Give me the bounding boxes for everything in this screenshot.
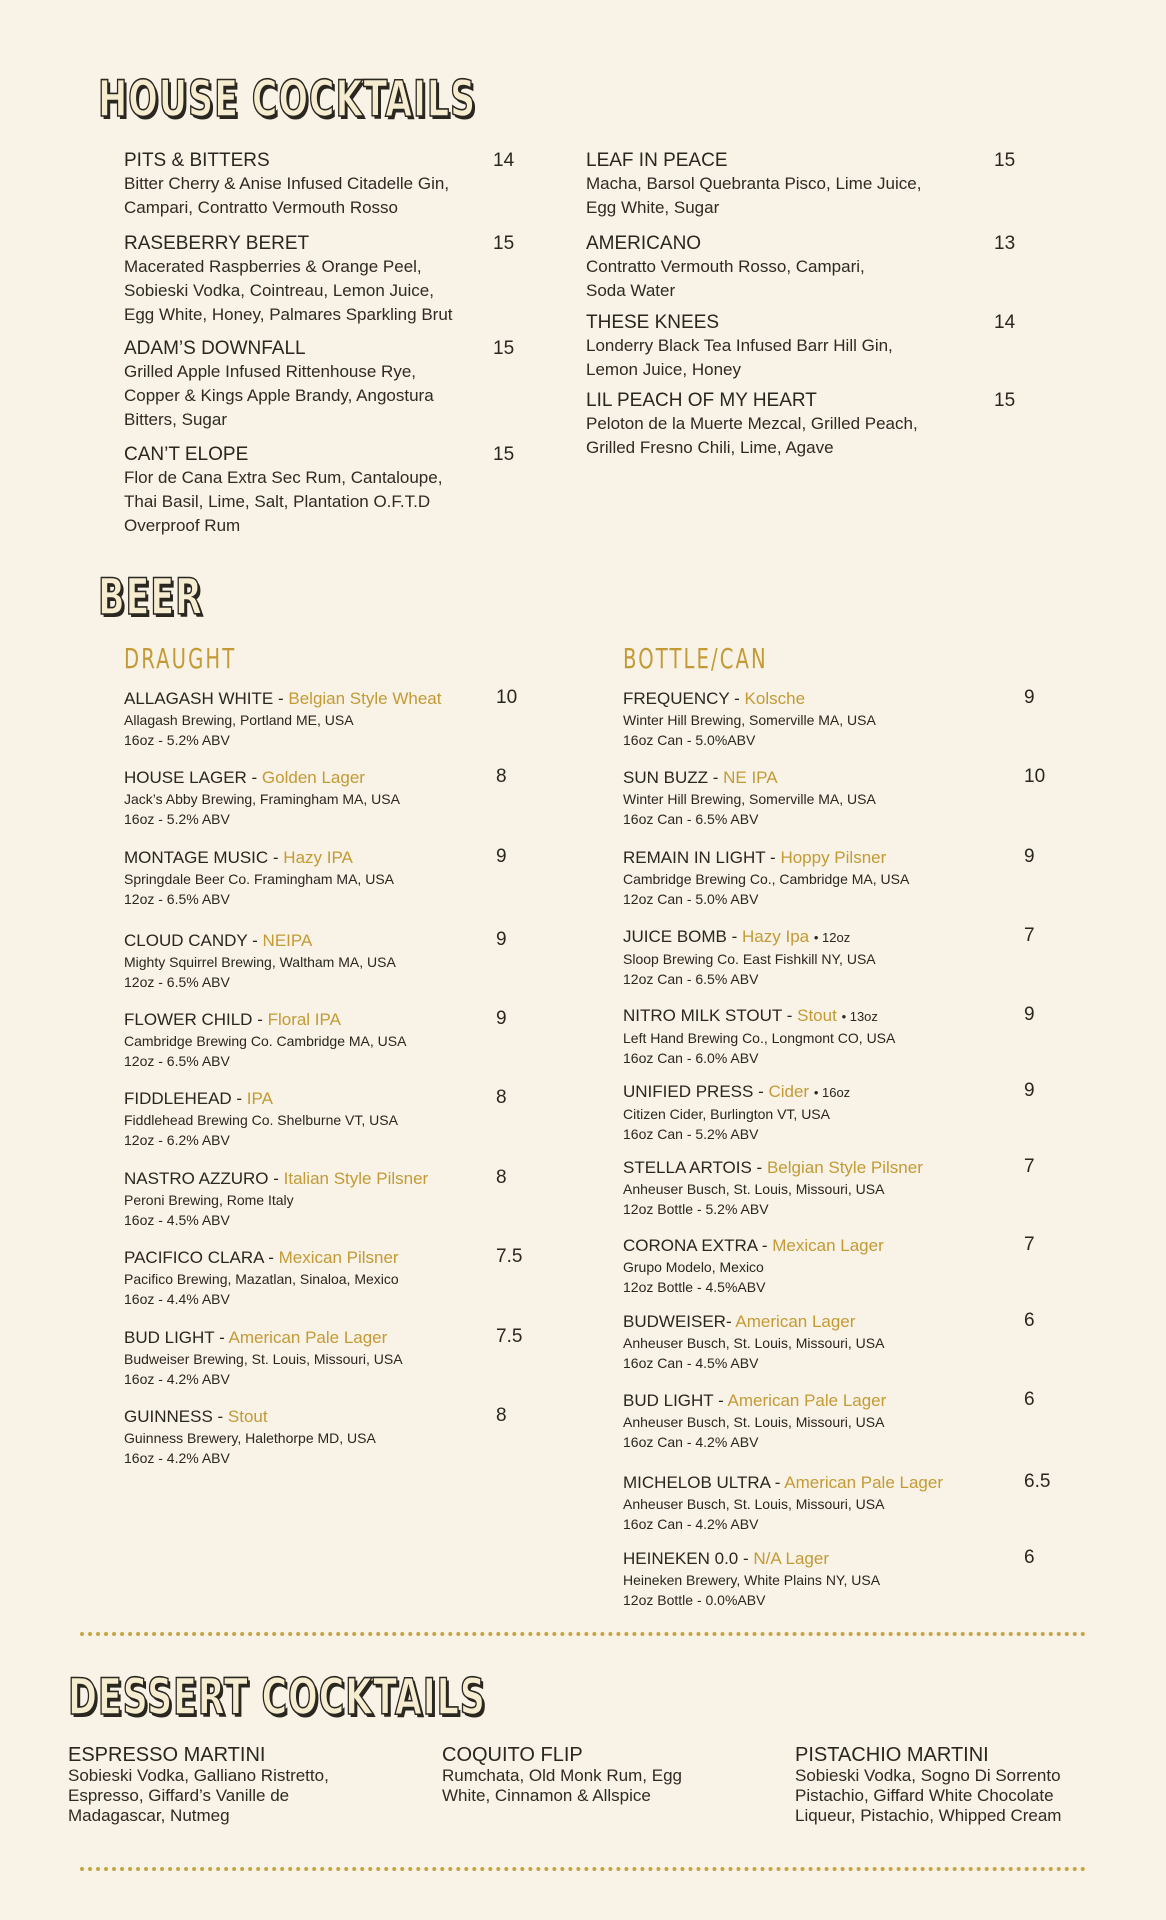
- beer-name: MICHELOB ULTRA: [623, 1473, 771, 1492]
- beer-item: [124, 930, 396, 992]
- beer-name: PACIFICO CLARA: [124, 1248, 264, 1267]
- beer-price: 7.5: [496, 1326, 523, 1347]
- beer-item: [623, 688, 876, 750]
- beer-size: • 16oz: [813, 1085, 851, 1100]
- beer-abv: 12oz - 6.5% ABV: [124, 891, 230, 907]
- beer-name: CLOUD CANDY: [124, 931, 248, 950]
- beer-abv: 16oz Can - 5.0%ABV: [623, 732, 756, 748]
- beer-brewery: Cambridge Brewing Co., Cambridge MA, USA: [623, 871, 910, 887]
- beer-brewery: Heineken Brewery, White Plains NY, USA: [623, 1572, 881, 1588]
- beer-name: GUINNESS: [124, 1407, 213, 1426]
- beer-item: [124, 1247, 399, 1309]
- beer-item: [623, 847, 909, 909]
- beer-item: [623, 1311, 884, 1373]
- beer-style: Hoppy Pilsner: [780, 848, 887, 867]
- cocktail-description-line: Overproof Rum: [124, 516, 241, 535]
- beer-name-line: [623, 1005, 895, 1028]
- beer-style: Kolsche: [744, 689, 806, 708]
- cocktail-item: [124, 444, 442, 538]
- beer-style: Floral IPA: [267, 1010, 341, 1029]
- beer-abv: 16oz - 4.5% ABV: [124, 1212, 230, 1228]
- beer-abv: 12oz - 6.5% ABV: [124, 1053, 230, 1069]
- beer-separator: -: [782, 1006, 798, 1025]
- dessert-item: [68, 1744, 329, 1826]
- beer-separator: -: [263, 1248, 279, 1267]
- beer-abv: 16oz Can - 4.2% ABV: [623, 1434, 759, 1450]
- beer-name: ALLAGASH WHITE: [124, 689, 274, 708]
- beer-item: [124, 1168, 428, 1230]
- beer-brewery: Anheuser Busch, St. Louis, Missouri, USA: [623, 1496, 885, 1512]
- beer-separator: -: [212, 1407, 228, 1426]
- beer-name: FREQUENCY: [623, 689, 730, 708]
- beer-style: Stout: [797, 1006, 837, 1025]
- beer-separator: -: [708, 768, 724, 787]
- beer-style: Italian Style Pilsner: [283, 1169, 429, 1188]
- beer-style: NEIPA: [262, 931, 313, 950]
- beer-price: 9: [1024, 1004, 1035, 1025]
- beer-style: Hazy Ipa: [742, 927, 810, 946]
- beer-name: UNIFIED PRESS: [623, 1082, 754, 1101]
- beer-name: NASTRO AZZURO: [124, 1169, 269, 1188]
- beer-abv: 16oz Can - 5.2% ABV: [623, 1126, 759, 1142]
- beer-brewery: Pacifico Brewing, Mazatlan, Sinaloa, Mexico: [124, 1271, 399, 1287]
- beer-name: CORONA EXTRA: [623, 1236, 758, 1255]
- beer-abv: 16oz - 4.4% ABV: [124, 1291, 230, 1307]
- cocktail-description-line: Peloton de la Muerte Mezcal, Grilled Peach,: [586, 414, 918, 433]
- draught-subtitle: DRAUGHT: [124, 642, 237, 675]
- beer-name: FIDDLEHEAD: [124, 1089, 232, 1108]
- cocktail-item: [586, 312, 893, 382]
- beer-item: [124, 1088, 398, 1150]
- beer-abv: 16oz Can - 4.2% ABV: [623, 1516, 759, 1532]
- dessert-description-line: Liqueur, Pistachio, Whipped Cream: [795, 1806, 1062, 1825]
- cocktail-description-line: Bitter Cherry & Anise Infused Citadelle Gin,: [124, 174, 450, 193]
- cocktail-item: [124, 150, 449, 220]
- beer-price: 6: [1024, 1389, 1035, 1410]
- beer-abv: 16oz - 4.2% ABV: [124, 1450, 230, 1466]
- beer-abv: 12oz - 6.5% ABV: [124, 974, 230, 990]
- beer-name: NITRO MILK STOUT: [623, 1006, 783, 1025]
- dessert-name: PISTACHIO MARTINI: [795, 1744, 989, 1766]
- cocktail-name: LEAF IN PEACE: [586, 150, 728, 171]
- dessert-description-line: White, Cinnamon & Allspice: [442, 1786, 651, 1805]
- beer-item: [623, 1005, 895, 1068]
- cocktail-name: THESE KNEES: [586, 312, 720, 333]
- beer-separator: -: [268, 1169, 284, 1188]
- cocktail-description-line: Campari, Contratto Vermouth Rosso: [124, 198, 399, 217]
- beer-name-line: [623, 688, 876, 710]
- beer-item: [623, 1472, 943, 1534]
- beer-item: [623, 767, 876, 829]
- beer-brewery: Sloop Brewing Co. East Fishkill NY, USA: [623, 951, 876, 967]
- beer-abv: 12oz Bottle - 0.0%ABV: [623, 1592, 766, 1608]
- beer-name-line: [623, 926, 876, 949]
- beer-separator: -: [247, 931, 263, 950]
- beer-separator: -: [713, 1391, 728, 1410]
- beer-separator: -: [268, 848, 284, 867]
- beer-brewery: Cambridge Brewing Co. Cambridge MA, USA: [124, 1033, 407, 1049]
- beer-style: IPA: [246, 1089, 273, 1108]
- cocktail-price: 13: [994, 233, 1016, 254]
- bottle-can-subtitle: BOTTLE/CAN: [623, 642, 768, 675]
- cocktail-price: 15: [493, 233, 515, 254]
- beer-abv: 12oz - 6.2% ABV: [124, 1132, 230, 1148]
- beer-name-line: [623, 1311, 884, 1333]
- cocktail-name: PITS & BITTERS: [124, 150, 270, 171]
- cocktail-price: 15: [994, 150, 1016, 171]
- beer-separator: -: [725, 1312, 736, 1331]
- cocktail-description-line: Egg White, Sugar: [586, 198, 720, 217]
- beer-abv: 16oz - 5.2% ABV: [124, 732, 230, 748]
- beer-name: BUD LIGHT: [623, 1391, 714, 1410]
- cocktail-price: 15: [493, 444, 515, 465]
- cocktail-description-line: Bitters, Sugar: [124, 410, 227, 429]
- beer-name-line: [623, 767, 876, 789]
- beer-abv: 12oz Bottle - 5.2% ABV: [623, 1201, 769, 1217]
- beer-separator: -: [757, 1236, 773, 1255]
- beer-price: 9: [496, 929, 507, 950]
- dessert-description-line: Rumchata, Old Monk Rum, Egg: [442, 1766, 682, 1785]
- beer-price: 10: [1024, 766, 1046, 787]
- beer-price: 7: [1024, 1156, 1035, 1177]
- beer-style: American Pale Lager: [727, 1391, 887, 1410]
- cocktail-name: RASEBERRY BERET: [124, 233, 310, 254]
- beer-price: 7.5: [496, 1246, 523, 1267]
- beer-brewery: Citizen Cider, Burlington VT, USA: [623, 1106, 830, 1122]
- beer-brewery: Anheuser Busch, St. Louis, Missouri, USA: [623, 1335, 885, 1351]
- dessert-item: [795, 1744, 1061, 1826]
- beer-separator: -: [252, 1010, 268, 1029]
- beer-abv: 16oz - 4.2% ABV: [124, 1371, 230, 1387]
- beer-price: 9: [496, 846, 507, 867]
- cocktail-name: CAN’T ELOPE: [124, 444, 249, 465]
- beer-name: SUN BUZZ: [623, 768, 708, 787]
- beer-brewery: Anheuser Busch, St. Louis, Missouri, USA: [623, 1414, 885, 1430]
- beer-name-line: [124, 1088, 398, 1110]
- beer-style: N/A Lager: [753, 1549, 829, 1568]
- beer-brewery: Grupo Modelo, Mexico: [623, 1259, 764, 1275]
- beer-price: 9: [1024, 687, 1035, 708]
- beer-separator: -: [751, 1158, 767, 1177]
- beer-style: Mexican Pilsner: [278, 1248, 399, 1267]
- beer-brewery: Guinness Brewery, Halethorpe MD, USA: [124, 1430, 376, 1446]
- beer-style: Cider: [768, 1082, 810, 1101]
- beer-name-line: [124, 1247, 399, 1269]
- beer-abv: 16oz - 5.2% ABV: [124, 811, 230, 827]
- cocktail-description-line: Macha, Barsol Quebranta Pisco, Lime Juice,: [586, 174, 922, 193]
- beer-separator: -: [738, 1549, 754, 1568]
- beer-name-line: [623, 1472, 943, 1494]
- beer-name-line: [623, 1548, 880, 1570]
- beer-price: 6.5: [1024, 1471, 1051, 1492]
- beer-separator: -: [726, 927, 743, 946]
- beer-title: BEER: [98, 568, 203, 626]
- beer-name-line: [124, 688, 441, 710]
- beer-style: Mexican Lager: [772, 1236, 884, 1255]
- beer-name-line: [623, 1081, 850, 1104]
- dessert-description-line: Pistachio, Giffard White Chocolate: [795, 1786, 1054, 1805]
- beer-price: 7: [1024, 1234, 1035, 1255]
- beer-name: JUICE BOMB: [623, 927, 727, 946]
- beer-separator: -: [273, 689, 289, 708]
- cocktail-description-line: Londerry Black Tea Infused Barr Hill Gin,: [586, 336, 893, 355]
- cocktail-description-line: Soda Water: [586, 281, 676, 300]
- beer-separator: -: [246, 768, 262, 787]
- beer-name: HOUSE LAGER: [124, 768, 247, 787]
- beer-item: [623, 1235, 884, 1297]
- beer-style: Belgian Style Wheat: [288, 689, 442, 708]
- beer-name: HEINEKEN 0.0: [623, 1549, 739, 1568]
- beer-price: 8: [496, 1405, 507, 1426]
- beer-name-line: [124, 1327, 403, 1349]
- beer-name: BUD LIGHT: [124, 1328, 215, 1347]
- dessert-name: COQUITO FLIP: [442, 1744, 583, 1766]
- cocktail-price: 14: [493, 150, 515, 171]
- dessert-description-line: Sobieski Vodka, Sogno Di Sorrento: [795, 1766, 1061, 1785]
- cocktail-item: [586, 233, 865, 303]
- beer-item: [623, 1548, 880, 1610]
- beer-name-line: [623, 1157, 923, 1179]
- beer-name: BUDWEISER: [623, 1312, 726, 1331]
- dessert-name: ESPRESSO MARTINI: [68, 1744, 266, 1766]
- beer-abv: 12oz Bottle - 4.5%ABV: [623, 1279, 766, 1295]
- beer-name: MONTAGE MUSIC: [124, 848, 269, 867]
- beer-name: STELLA ARTOIS: [623, 1158, 752, 1177]
- cocktail-description-line: Lemon Juice, Honey: [586, 360, 741, 379]
- beer-abv: 12oz Can - 6.5% ABV: [623, 971, 759, 987]
- beer-brewery: Peroni Brewing, Rome Italy: [124, 1192, 294, 1208]
- beer-item: [623, 1390, 886, 1452]
- beer-brewery: Springdale Beer Co. Framingham MA, USA: [124, 871, 394, 887]
- beer-style: American Pale Lager: [784, 1473, 943, 1492]
- cocktail-description-line: Grilled Apple Infused Rittenhouse Rye,: [124, 362, 417, 381]
- beer-abv: 16oz Can - 6.5% ABV: [623, 811, 759, 827]
- beer-style: Belgian Style Pilsner: [766, 1158, 923, 1177]
- beer-item: [124, 767, 400, 829]
- beer-price: 10: [496, 687, 518, 708]
- beer-brewery: Allagash Brewing, Portland ME, USA: [124, 712, 354, 728]
- beer-style: American Pale Lager: [228, 1328, 388, 1347]
- cocktail-description-line: Sobieski Vodka, Cointreau, Lemon Juice,: [124, 281, 434, 300]
- beer-price: 9: [496, 1008, 507, 1029]
- dessert-item: [442, 1744, 682, 1806]
- cocktail-description-line: Grilled Fresno Chili, Lime, Agave: [586, 438, 834, 457]
- cocktail-description-line: Thai Basil, Lime, Salt, Plantation O.F.T.D: [124, 492, 431, 511]
- beer-item: [124, 688, 441, 750]
- cocktail-item: [586, 150, 921, 220]
- beer-name-line: [623, 847, 909, 869]
- cocktail-description-line: Flor de Cana Extra Sec Rum, Cantaloupe,: [124, 468, 443, 487]
- beer-name-line: [623, 1235, 884, 1257]
- beer-name-line: [623, 1390, 886, 1412]
- beer-price: 8: [496, 1167, 507, 1188]
- divider-bottom: [80, 1867, 1086, 1871]
- cocktail-price: 15: [994, 390, 1016, 411]
- cocktail-price: 15: [493, 338, 515, 359]
- beer-price: 7: [1024, 925, 1035, 946]
- beer-price: 6: [1024, 1547, 1035, 1568]
- beer-separator: -: [214, 1328, 229, 1347]
- house-cocktails-title: HOUSE COCKTAILS: [98, 70, 477, 128]
- cocktail-item: [124, 233, 453, 327]
- beer-abv: 16oz Can - 4.5% ABV: [623, 1355, 759, 1371]
- beer-style: NE IPA: [723, 768, 778, 787]
- cocktail-description-line: Egg White, Honey, Palmares Sparkling Brut: [124, 305, 453, 324]
- cocktail-name: LIL PEACH OF MY HEART: [586, 390, 817, 411]
- beer-separator: -: [770, 1473, 785, 1492]
- beer-separator: -: [765, 848, 781, 867]
- beer-style: Hazy IPA: [283, 848, 353, 867]
- dessert-description-line: Madagascar, Nutmeg: [68, 1806, 230, 1825]
- beer-separator: -: [231, 1089, 247, 1108]
- beer-style: American Lager: [735, 1312, 856, 1331]
- beer-item: [124, 1009, 406, 1071]
- divider-top: [80, 1632, 1086, 1636]
- cocktail-name: AMERICANO: [586, 233, 702, 254]
- beer-price: 9: [1024, 846, 1035, 867]
- beer-name-line: [124, 930, 396, 952]
- beer-separator: -: [753, 1082, 769, 1101]
- beer-item: [623, 926, 876, 989]
- beer-brewery: Budweiser Brewing, St. Louis, Missouri, USA: [124, 1351, 403, 1367]
- beer-item: [623, 1157, 923, 1219]
- beer-abv: 16oz Can - 6.0% ABV: [623, 1050, 759, 1066]
- beer-size: • 13oz: [841, 1009, 878, 1024]
- beer-item: [124, 1406, 376, 1468]
- cocktail-description-line: Copper & Kings Apple Brandy, Angostura: [124, 386, 434, 405]
- beer-item: [623, 1081, 850, 1144]
- beer-price: 8: [496, 766, 507, 787]
- beer-style: Golden Lager: [261, 768, 365, 787]
- beer-style: Stout: [227, 1407, 268, 1426]
- beer-brewery: Winter Hill Brewing, Somerville MA, USA: [623, 712, 876, 728]
- cocktail-price: 14: [994, 312, 1016, 333]
- dessert-description-line: Sobieski Vodka, Galliano Ristretto,: [68, 1766, 329, 1785]
- beer-item: [124, 847, 394, 909]
- beer-price: 9: [1024, 1080, 1035, 1101]
- beer-abv: 12oz Can - 5.0% ABV: [623, 891, 759, 907]
- beer-name-line: [124, 1009, 406, 1031]
- beer-brewery: Mighty Squirrel Brewing, Waltham MA, USA: [124, 954, 396, 970]
- beer-size: • 12oz: [813, 930, 851, 945]
- beer-name-line: [124, 1168, 428, 1190]
- beer-name: REMAIN IN LIGHT: [623, 848, 766, 867]
- beer-brewery: Jack’s Abby Brewing, Framingham MA, USA: [124, 791, 400, 807]
- beer-price: 6: [1024, 1310, 1035, 1331]
- beer-brewery: Fiddlehead Brewing Co. Shelburne VT, USA: [124, 1112, 398, 1128]
- beer-name-line: [124, 847, 394, 869]
- dessert-description-line: Espresso, Giffard’s Vanille de: [68, 1786, 290, 1805]
- beer-brewery: Winter Hill Brewing, Somerville MA, USA: [623, 791, 876, 807]
- beer-price: 8: [496, 1087, 507, 1108]
- beer-brewery: Left Hand Brewing Co., Longmont CO, USA: [623, 1030, 896, 1046]
- cocktail-description-line: Macerated Raspberries & Orange Peel,: [124, 257, 422, 276]
- cocktail-description-line: Contratto Vermouth Rosso, Campari,: [586, 257, 865, 276]
- beer-name: FLOWER CHILD: [124, 1010, 253, 1029]
- cocktail-item: [586, 390, 918, 460]
- beer-name-line: [124, 1406, 376, 1428]
- cocktail-name: ADAM’S DOWNFALL: [124, 338, 306, 359]
- dessert-cocktails-title: DESSERT COCKTAILS: [68, 1668, 486, 1726]
- beer-brewery: Anheuser Busch, St. Louis, Missouri, USA: [623, 1181, 885, 1197]
- beer-item: [124, 1327, 403, 1389]
- beer-separator: -: [729, 689, 745, 708]
- cocktail-item: [124, 338, 434, 432]
- beer-name-line: [124, 767, 400, 789]
